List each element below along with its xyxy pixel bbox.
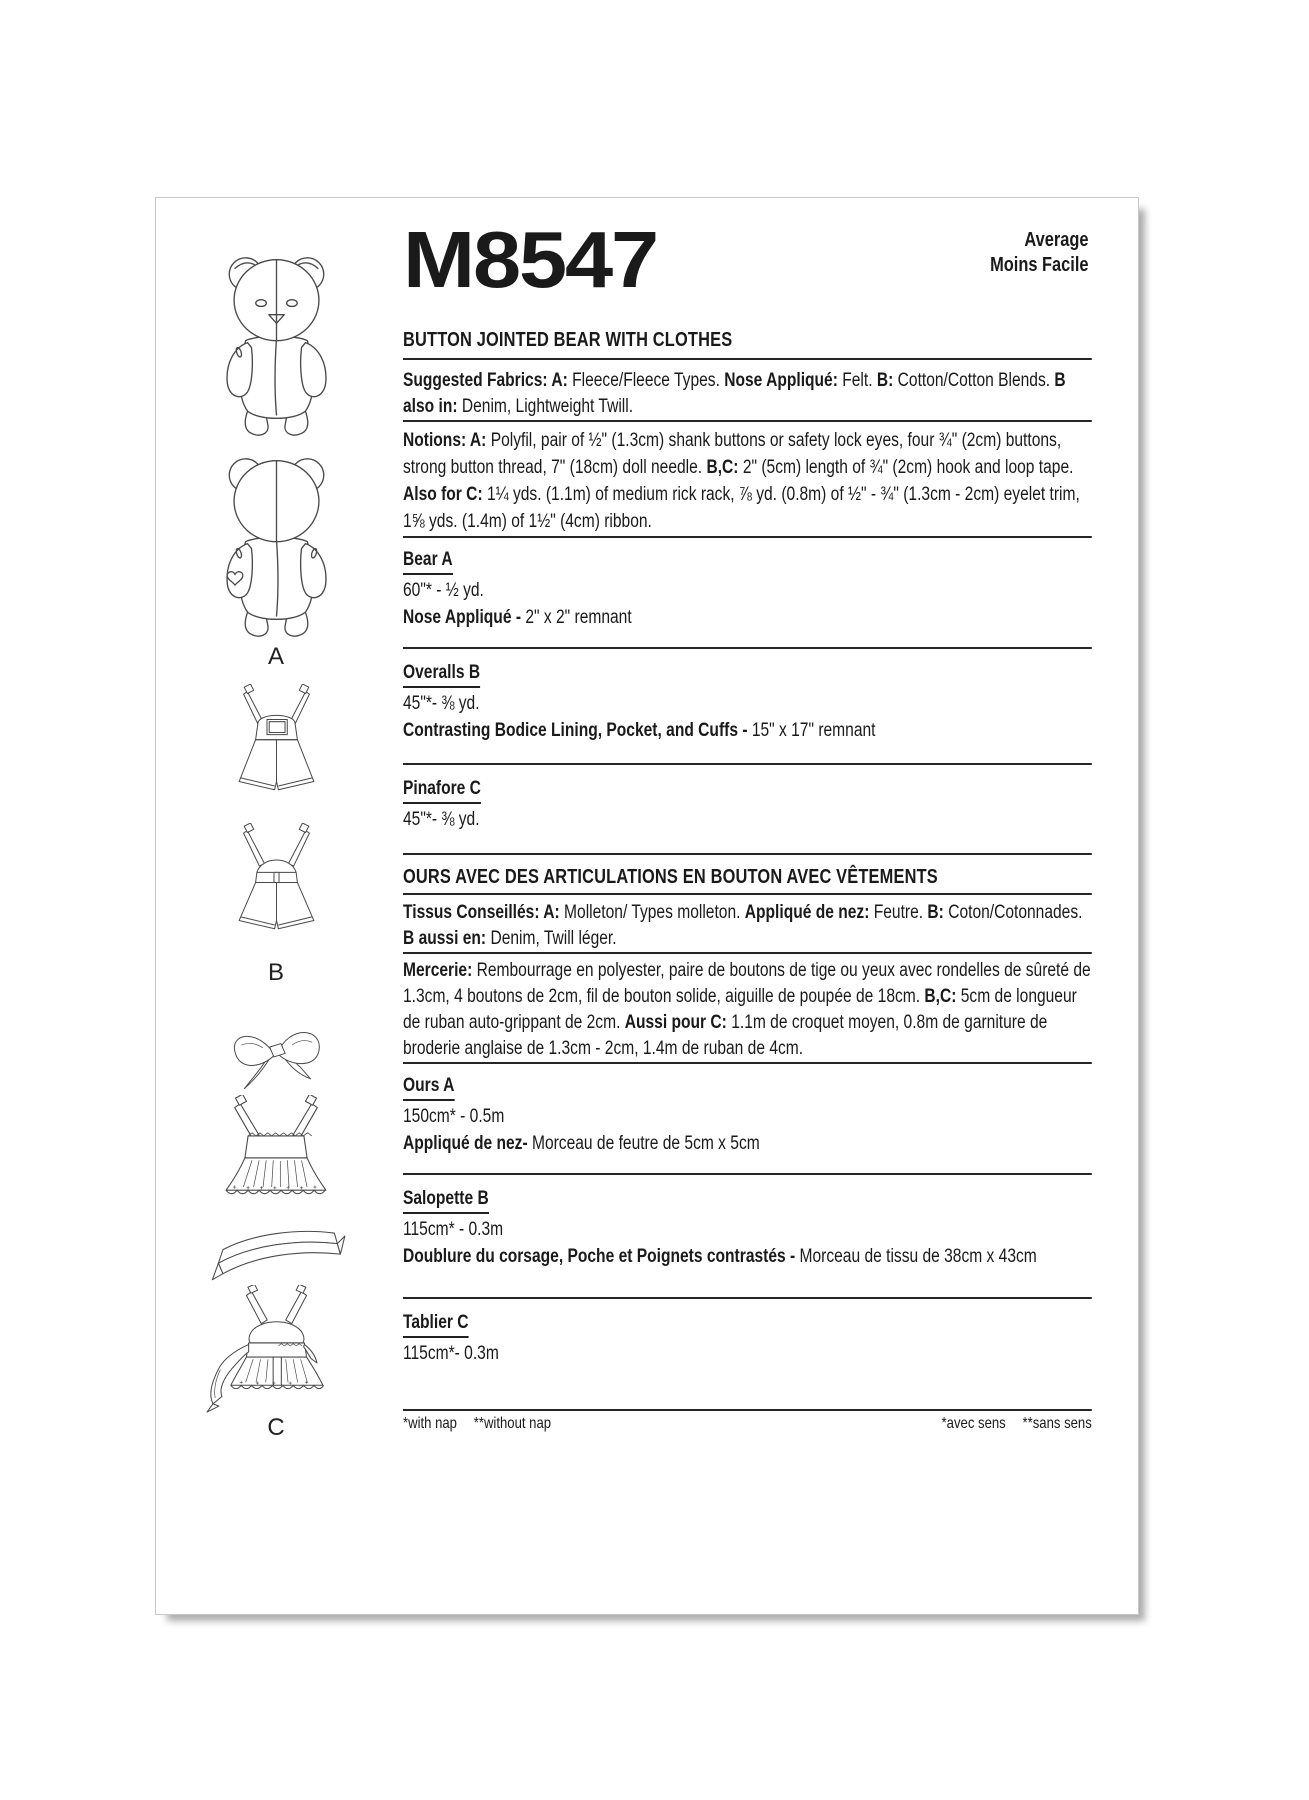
fr-salopette-b-contrast: Doublure du corsage, Poche et Poignets contrastés - Morceau de tissu de 38cm x 43cm xyxy=(403,1246,1037,1267)
divider-rule xyxy=(403,1173,1092,1175)
footnote-en xyxy=(403,1414,551,1434)
fr-salopette-b-yardage: 115cm* - 0.3m xyxy=(403,1219,504,1240)
en-bear-a-applique: Nose Appliqué - 2" x 2" remnant xyxy=(403,607,632,628)
fr-tablier-c-heading: Tablier C xyxy=(403,1311,1092,1338)
divider-rule xyxy=(403,647,1092,649)
fr-notions: Mercerie: Rembourrage en polyester, paire de boutons de tige ou yeux avec rondelles de sûreté de 1.3cm, 4 boutons de 2cm, fil de bouton solide, aiguille de poupée de 18cm. B,C: 5cm de longueur de ruban auto-grippant de 2cm. Aussi pour C: 1.1m de croquet moyen, 0.8m de garniture de broderie anglaise de 1.3cm - 2cm, 1.4m de ruban de 4cm. xyxy=(403,960,1091,1059)
view-label-a: A xyxy=(267,643,284,670)
fr-ours-a-applique: Appliqué de nez- Morceau de feutre de 5cm x 5cm xyxy=(403,1133,760,1154)
overalls-back-illustration xyxy=(229,823,324,956)
en-bear-a-heading: Bear A xyxy=(403,548,1092,575)
fr-ours-a-heading: Ours A xyxy=(403,1074,1092,1101)
divider-rule xyxy=(403,853,1092,855)
fr-garment-title: OURS AVEC DES ARTICULATIONS EN BOUTON AVEC VÊTEMENTS xyxy=(403,866,938,888)
pinafore-front-illustration xyxy=(211,1095,341,1213)
divider-rule xyxy=(403,420,1092,422)
en-pinafore-c-yardage: 45"*- ⅜ yd. xyxy=(403,809,480,830)
en-overalls-b-heading: Overalls B xyxy=(403,661,1092,688)
divider-rule xyxy=(403,763,1092,765)
divider-rule xyxy=(403,358,1092,360)
en-suggested-fabrics: Suggested Fabrics: A: Fleece/Fleece Types. Nose Appliqué: Felt. B: Cotton/Cotton Blends. B also in: Denim, Lightweight Twill. xyxy=(403,370,1066,417)
en-garment-title: BUTTON JOINTED BEAR WITH CLOTHES xyxy=(403,329,733,351)
nap-footnotes xyxy=(403,1414,1092,1434)
text-column xyxy=(403,198,1092,1434)
divider-rule xyxy=(403,1297,1092,1299)
footnote-avec-sens: *avec sens xyxy=(941,1415,1006,1432)
overalls-front-illustration xyxy=(229,684,324,817)
difficulty-rating xyxy=(990,228,1092,278)
pinafore-back-illustration xyxy=(204,1285,349,1415)
en-notions: Notions: A: Polyfil, pair of ½" (1.3cm) shank buttons or safety lock eyes, four ¾" (2cm) buttons, strong button thread, 7" (18cm) doll needle. B,C: 2" (5cm) length of ¾" (2cm) hook and loop tape. Also for C: 1¼ yds. (1.1m) of medium rick rack, ⅞ yd. (0.8m) of ½" - ¾" (1.3cm - 2cm) eyelet trim, 1⅝ yds. (1.4m) of 1½" (4cm) ribbon. xyxy=(403,430,1080,532)
footnote-without-nap: **without nap xyxy=(473,1415,552,1432)
divider-rule xyxy=(403,893,1092,895)
bear-front-illustration xyxy=(209,250,344,443)
en-overalls-b-contrast: Contrasting Bodice Lining, Pocket, and Cuffs - 15" x 17" remnant xyxy=(403,720,876,741)
bow-illustration xyxy=(216,1014,336,1095)
footnote-with-nap: *with nap xyxy=(403,1415,457,1432)
fr-salopette-b-heading: Salopette B xyxy=(403,1187,1092,1214)
fr-tablier-c-yardage: 115cm*- 0.3m xyxy=(403,1343,499,1364)
bear-back-illustration xyxy=(209,451,344,644)
divider-rule xyxy=(403,952,1092,954)
footnote-sans-sens: **sans sens xyxy=(1022,1415,1092,1432)
view-label-c: C xyxy=(267,1414,285,1441)
en-pinafore-c-heading: Pinafore C xyxy=(403,777,1092,804)
illustration-column xyxy=(176,238,376,1441)
fr-suggested-fabrics: Tissus Conseillés: A: Molleton/ Types molleton. Appliqué de nez: Feutre. B: Coton/Cotonnades. B aussi en: Denim, Twill léger. xyxy=(403,902,1083,949)
fr-ours-a-yardage: 150cm* - 0.5m xyxy=(403,1106,505,1127)
divider-rule xyxy=(403,536,1092,538)
difficulty-en: Average xyxy=(1024,229,1089,251)
divider-rule xyxy=(403,1062,1092,1064)
en-overalls-b-yardage: 45"*- ⅜ yd. xyxy=(403,693,480,714)
pattern-number: M8547 xyxy=(403,215,657,304)
en-bear-a-yardage: 60"* - ½ yd. xyxy=(403,580,484,601)
footnote-fr xyxy=(942,1414,1092,1434)
header-row xyxy=(403,215,1092,308)
pattern-envelope-back xyxy=(155,197,1139,1615)
view-label-b: B xyxy=(267,959,284,986)
ribbon-illustration xyxy=(206,1221,346,1285)
divider-rule xyxy=(403,1409,1092,1411)
difficulty-fr: Moins Facile xyxy=(990,254,1089,276)
